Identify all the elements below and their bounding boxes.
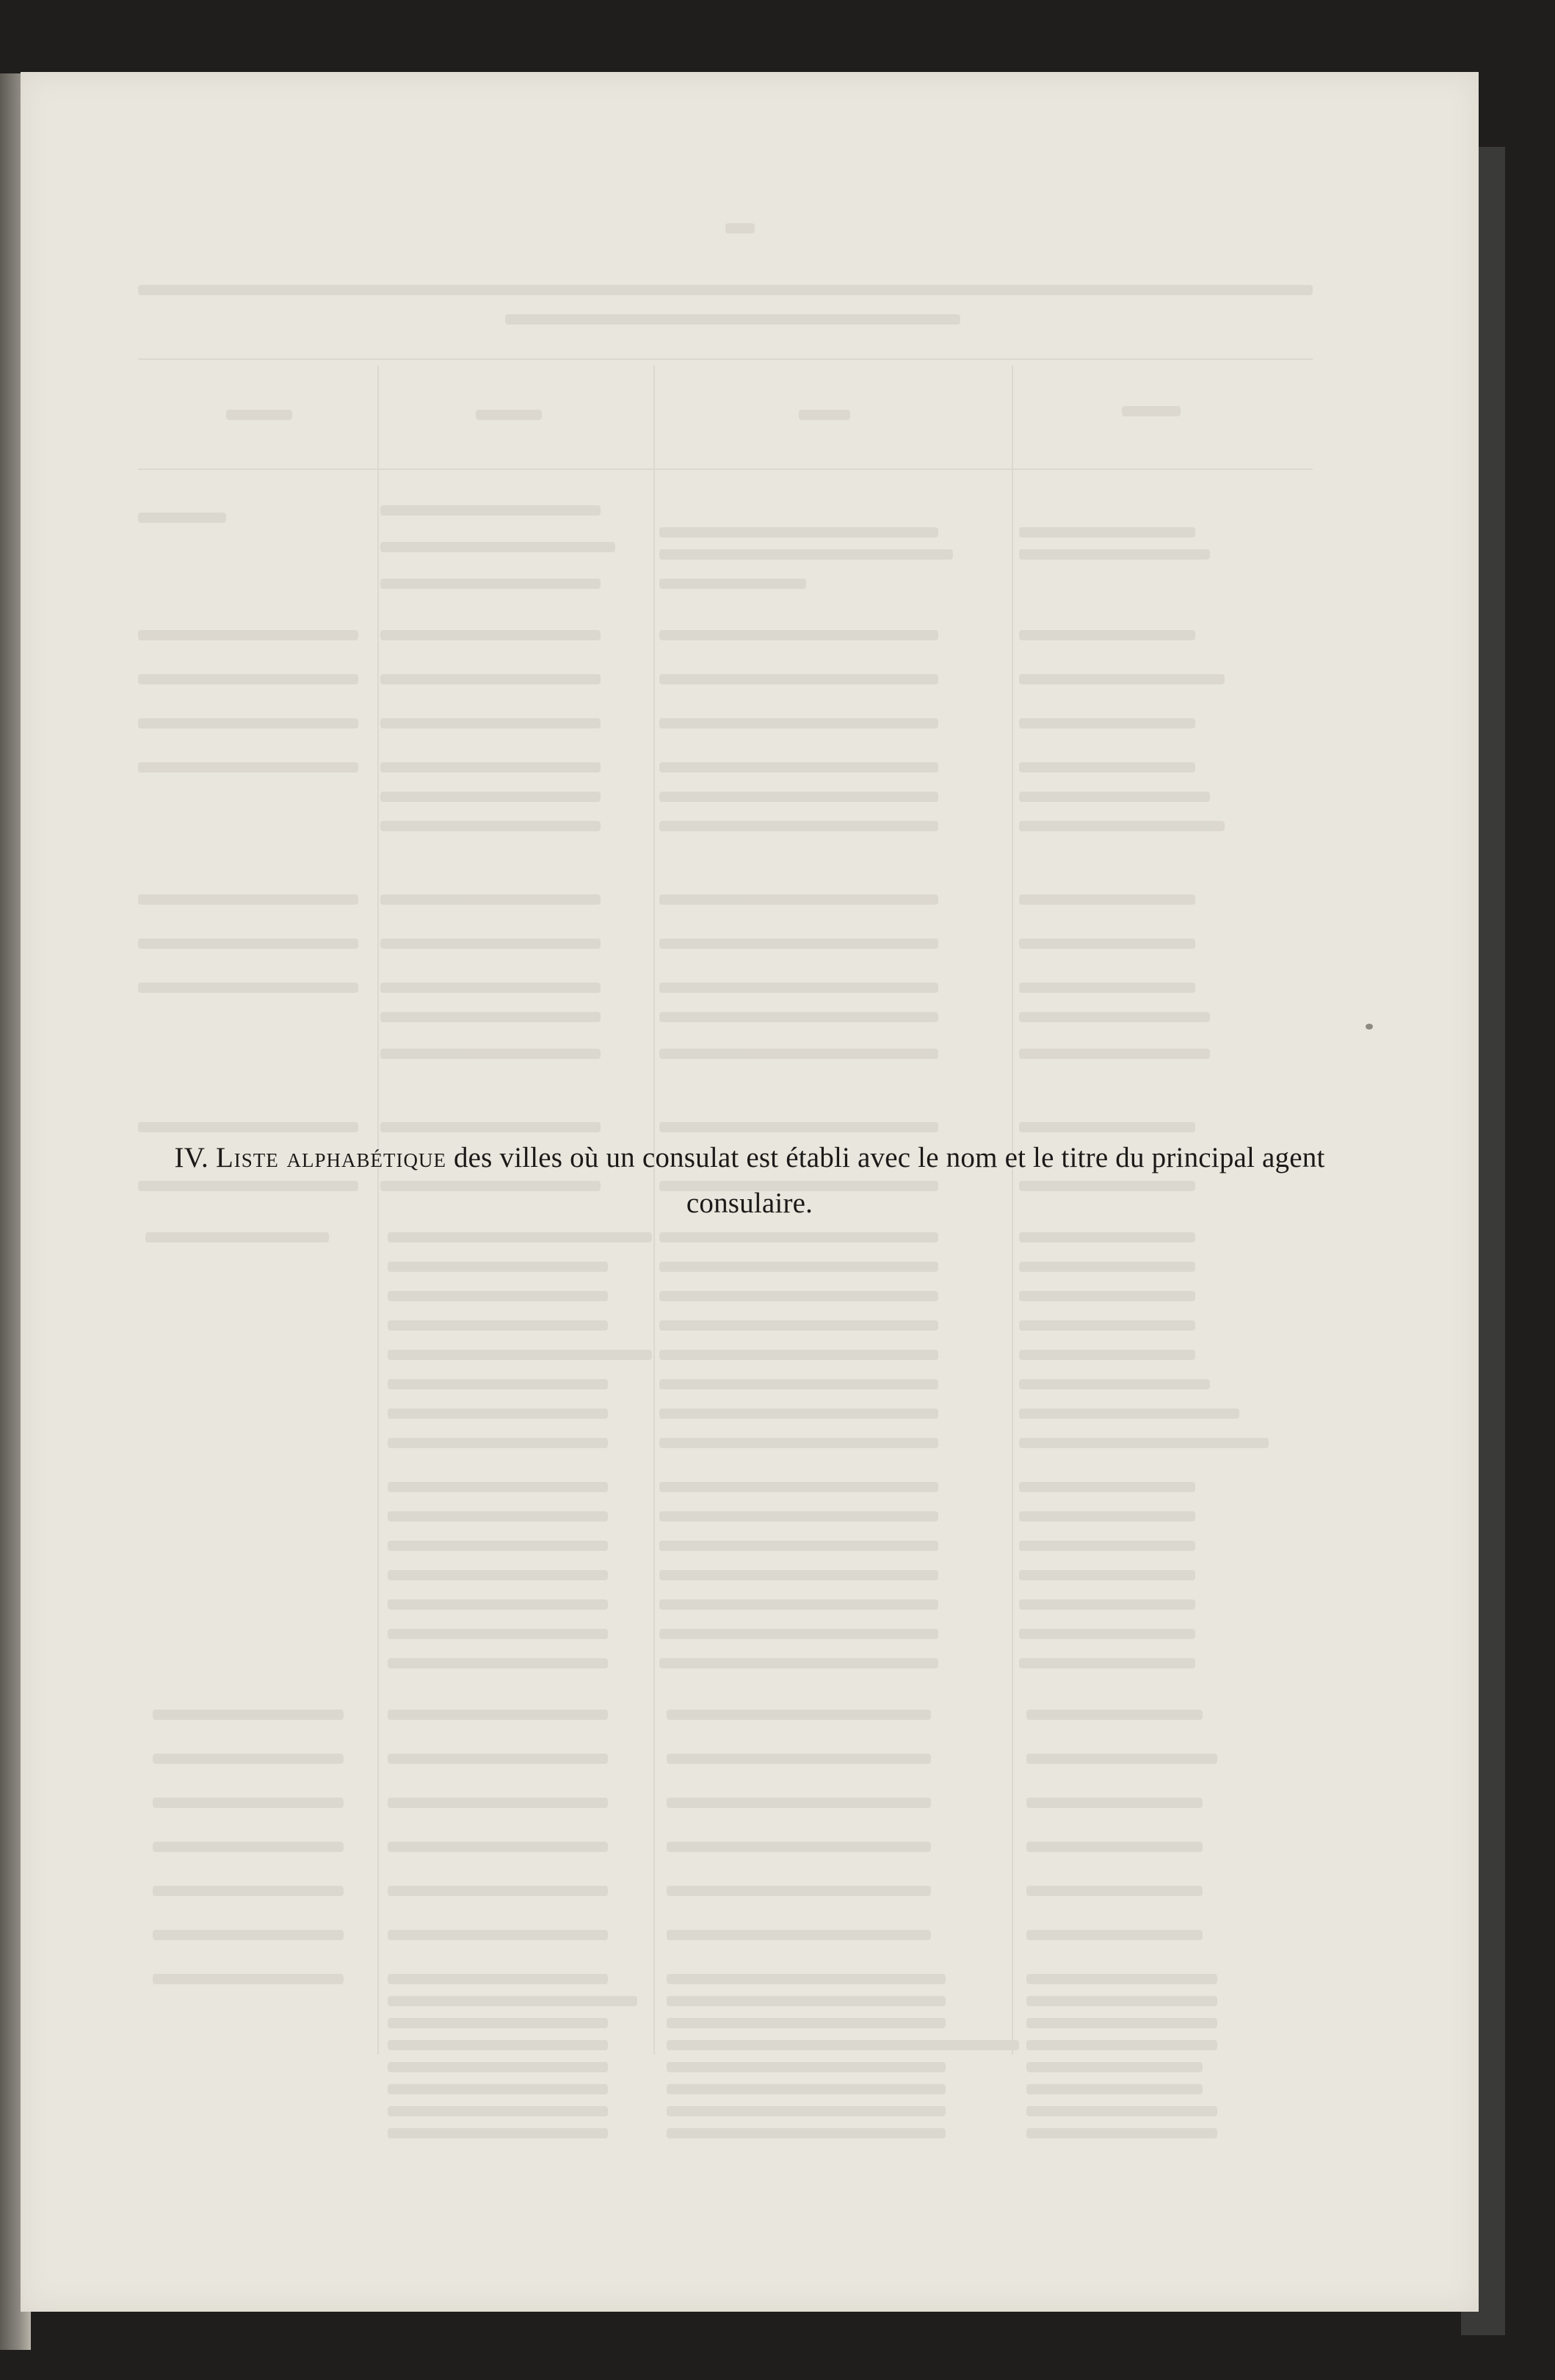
- section-title-small-caps: Liste alphabétique: [215, 1142, 446, 1173]
- section-heading: [151, 1135, 1348, 1226]
- section-number: IV.: [174, 1142, 209, 1173]
- section-title-rest: des villes où un consulat est établi avec le nom et le titre du principal agent consulaire.: [453, 1142, 1325, 1219]
- document-page: [21, 72, 1479, 2312]
- paper-speck: [1366, 1024, 1373, 1030]
